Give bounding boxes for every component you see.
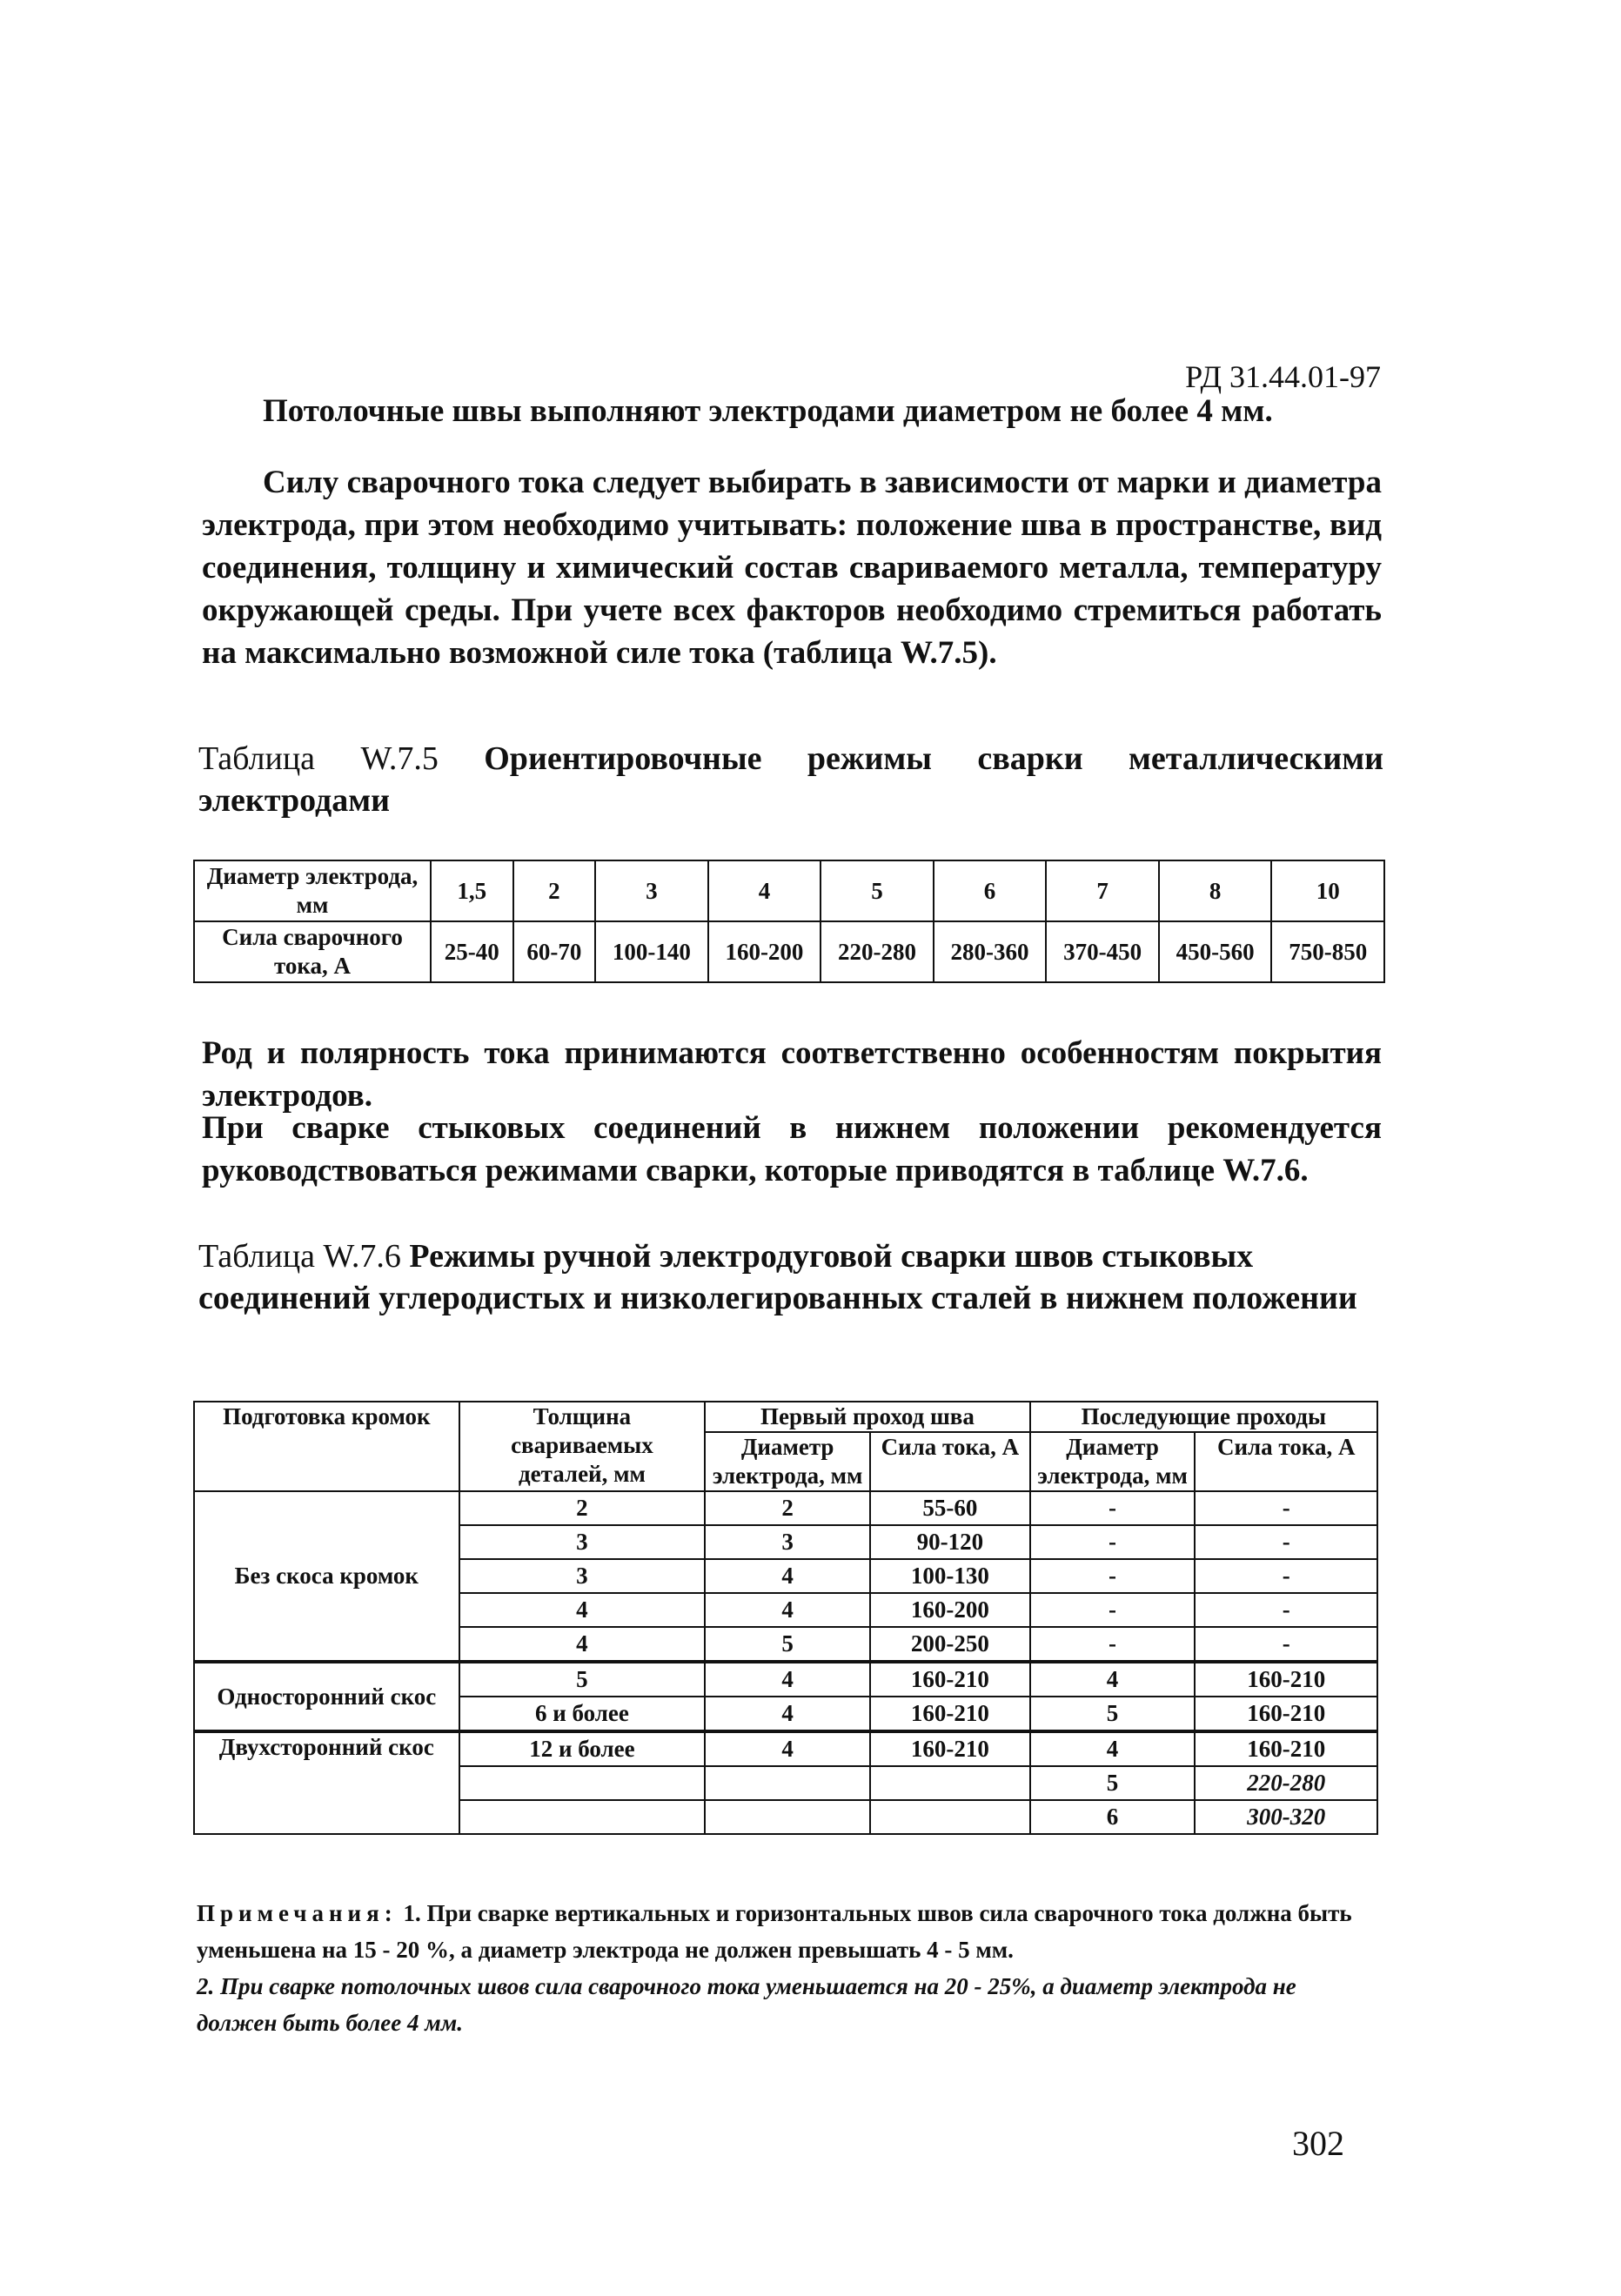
subheader-current: Сила тока, А (870, 1432, 1030, 1491)
table-row (194, 1731, 1377, 1766)
table2-header-row (194, 1402, 1377, 1432)
table-cell: - (1030, 1627, 1196, 1662)
table-cell: - (1030, 1491, 1196, 1525)
table1-cell: 220-280 (821, 921, 934, 982)
page-number: 302 (1292, 2124, 1344, 2163)
table-welding-modes (193, 860, 1385, 983)
table-cell: 4 (1030, 1731, 1196, 1766)
table2-caption (198, 1235, 1383, 1319)
table-cell: - (1030, 1525, 1196, 1559)
table1-cell: 6 (934, 860, 1047, 921)
table-cell: 160-210 (1195, 1697, 1377, 1731)
table1-cell: 280-360 (934, 921, 1047, 982)
table-cell: 4 (705, 1662, 870, 1697)
table2-caption-number: Таблица W.7.6 (198, 1238, 401, 1275)
table1-cell: 160-200 (708, 921, 821, 982)
table1-row-label: Диаметр электрода, мм (194, 860, 431, 921)
table-cell: - (1030, 1593, 1196, 1627)
table1-cell: 750-850 (1271, 921, 1384, 982)
subheader-current: Сила тока, А (1195, 1432, 1377, 1491)
table1-cell: 450-560 (1159, 921, 1272, 982)
note-1-text: 1. При сварке вертикальных и горизонтальных швов сила сварочного тока должна быть уменьшена на 15 - 20 %, а диаметр электрода не должен превышать 4 - 5 мм. (197, 1900, 1352, 1963)
subheader-diameter: Диаметр электрода, мм (1030, 1432, 1196, 1491)
table-cell (705, 1766, 870, 1800)
table-row (194, 1662, 1377, 1697)
table-cell: 3 (459, 1525, 706, 1559)
table-cell (870, 1766, 1030, 1800)
document-code: РД 31.44.01-97 (1185, 359, 1381, 394)
table-cell: 5 (459, 1662, 706, 1697)
table-cell: 6 и более (459, 1697, 706, 1731)
table-cell: 5 (1030, 1697, 1196, 1731)
table-cell: 160-210 (870, 1731, 1030, 1766)
table1-row-diameter (194, 860, 1384, 921)
table-cell: 4 (705, 1697, 870, 1731)
header-thickness: Толщина свариваемых деталей, мм (459, 1402, 706, 1491)
paragraph-current-polarity: Род и полярность тока принимаются соответственно особенностям покрытия электродов. (202, 1035, 1382, 1114)
table-cell: 4 (459, 1593, 706, 1627)
group-edge-prep: Без скоса кромок (194, 1491, 459, 1662)
table1-cell: 3 (595, 860, 708, 921)
table1-cell: 370-450 (1046, 921, 1159, 982)
table1-cell: 10 (1271, 860, 1384, 921)
group-edge-prep: Односторонний скос (194, 1662, 459, 1731)
table-cell: 5 (1030, 1766, 1196, 1800)
table-cell: 55-60 (870, 1491, 1030, 1525)
table1-caption-number: Таблица W.7.5 (198, 740, 439, 777)
table1-cell: 5 (821, 860, 934, 921)
table-cell (459, 1766, 706, 1800)
paragraph-ceiling-seams: Потолочные швы выполняют электродами диаметром не более 4 мм. (263, 393, 1273, 429)
header-next-passes: Последующие проходы (1030, 1402, 1377, 1432)
table-cell: 5 (705, 1627, 870, 1662)
table1-row-label: Сила сварочного тока, А (194, 921, 431, 982)
header-edge-prep: Подготовка кромок (194, 1402, 459, 1491)
subheader-diameter: Диаметр электрода, мм (705, 1432, 870, 1491)
table-cell: 300-320 (1195, 1800, 1377, 1834)
table-cell: 3 (705, 1525, 870, 1559)
table-cell: 2 (705, 1491, 870, 1525)
table-cell: 4 (705, 1593, 870, 1627)
table1-cell: 2 (513, 860, 596, 921)
header-first-pass: Первый проход шва (705, 1402, 1029, 1432)
notes-label: Примечания: (197, 1900, 398, 1926)
table1-cell: 8 (1159, 860, 1272, 921)
table-cell: 6 (1030, 1800, 1196, 1834)
table-cell: 160-210 (1195, 1662, 1377, 1697)
table1-cell: 100-140 (595, 921, 708, 982)
table-cell (459, 1800, 706, 1834)
table-cell: 160-210 (870, 1697, 1030, 1731)
note-2: 2. При сварке потолочных швов сила сварочного тока уменьшается на 20 - 25%, а диаметр электрода не должен быть более 4 мм. (197, 1973, 1296, 2036)
table-cell: 160-210 (1195, 1731, 1377, 1766)
table1-caption (198, 738, 1383, 821)
table-cell: 4 (705, 1559, 870, 1593)
table-cell: - (1195, 1593, 1377, 1627)
table-cell: 160-200 (870, 1593, 1030, 1627)
table-manual-arc-welding (193, 1401, 1378, 1835)
table-cell (870, 1800, 1030, 1834)
table-cell: 4 (459, 1627, 706, 1662)
table-cell: 3 (459, 1559, 706, 1593)
paragraph-butt-joints: При сварке стыковых соединений в нижнем положении рекомендуется руководствоваться режимами сварки, которые приводятся в таблице W.7.6. (202, 1110, 1382, 1188)
table1-cell: 7 (1046, 860, 1159, 921)
table-cell: - (1195, 1559, 1377, 1593)
table-cell: - (1195, 1525, 1377, 1559)
table-cell: 90-120 (870, 1525, 1030, 1559)
table1-cell: 4 (708, 860, 821, 921)
table-cell: - (1195, 1491, 1377, 1525)
table1-cell: 60-70 (513, 921, 596, 982)
table1-caption-title: Ориентировочные режимы сварки металлическими электродами (198, 740, 1383, 819)
table-cell: 160-210 (870, 1662, 1030, 1697)
table-cell: 4 (1030, 1662, 1196, 1697)
table-cell (705, 1800, 870, 1834)
table-cell: - (1030, 1559, 1196, 1593)
table1-cell: 1,5 (431, 860, 513, 921)
group-edge-prep: Двухсторонний скос (194, 1731, 459, 1834)
table-cell: 4 (705, 1731, 870, 1766)
table-cell: 2 (459, 1491, 706, 1525)
table2-caption-title: Режимы ручной электродуговой сварки швов стыковых соединений углеродистых и низколегированных сталей в нижнем положении (198, 1238, 1357, 1316)
table-cell: 12 и более (459, 1731, 706, 1766)
table-cell: 200-250 (870, 1627, 1030, 1662)
note-1 (197, 1895, 1382, 1968)
table-row (194, 1491, 1377, 1525)
table1-row-current (194, 921, 1384, 982)
table-cell: 100-130 (870, 1559, 1030, 1593)
table1-cell: 25-40 (431, 921, 513, 982)
paragraph-welding-current: Силу сварочного тока следует выбирать в зависимости от марки и диаметра электрода, при этом необходимо учитывать: положение шва в пространстве, вид соединения, толщину и химический состав свариваемого металла, температуру окружающей среды. При учете всех факторов необходимо стремиться работать на максимально возможной силе тока (таблица W.7.5). (202, 465, 1382, 671)
table-notes (197, 1895, 1382, 2041)
table-cell: - (1195, 1627, 1377, 1662)
table-cell: 220-280 (1195, 1766, 1377, 1800)
